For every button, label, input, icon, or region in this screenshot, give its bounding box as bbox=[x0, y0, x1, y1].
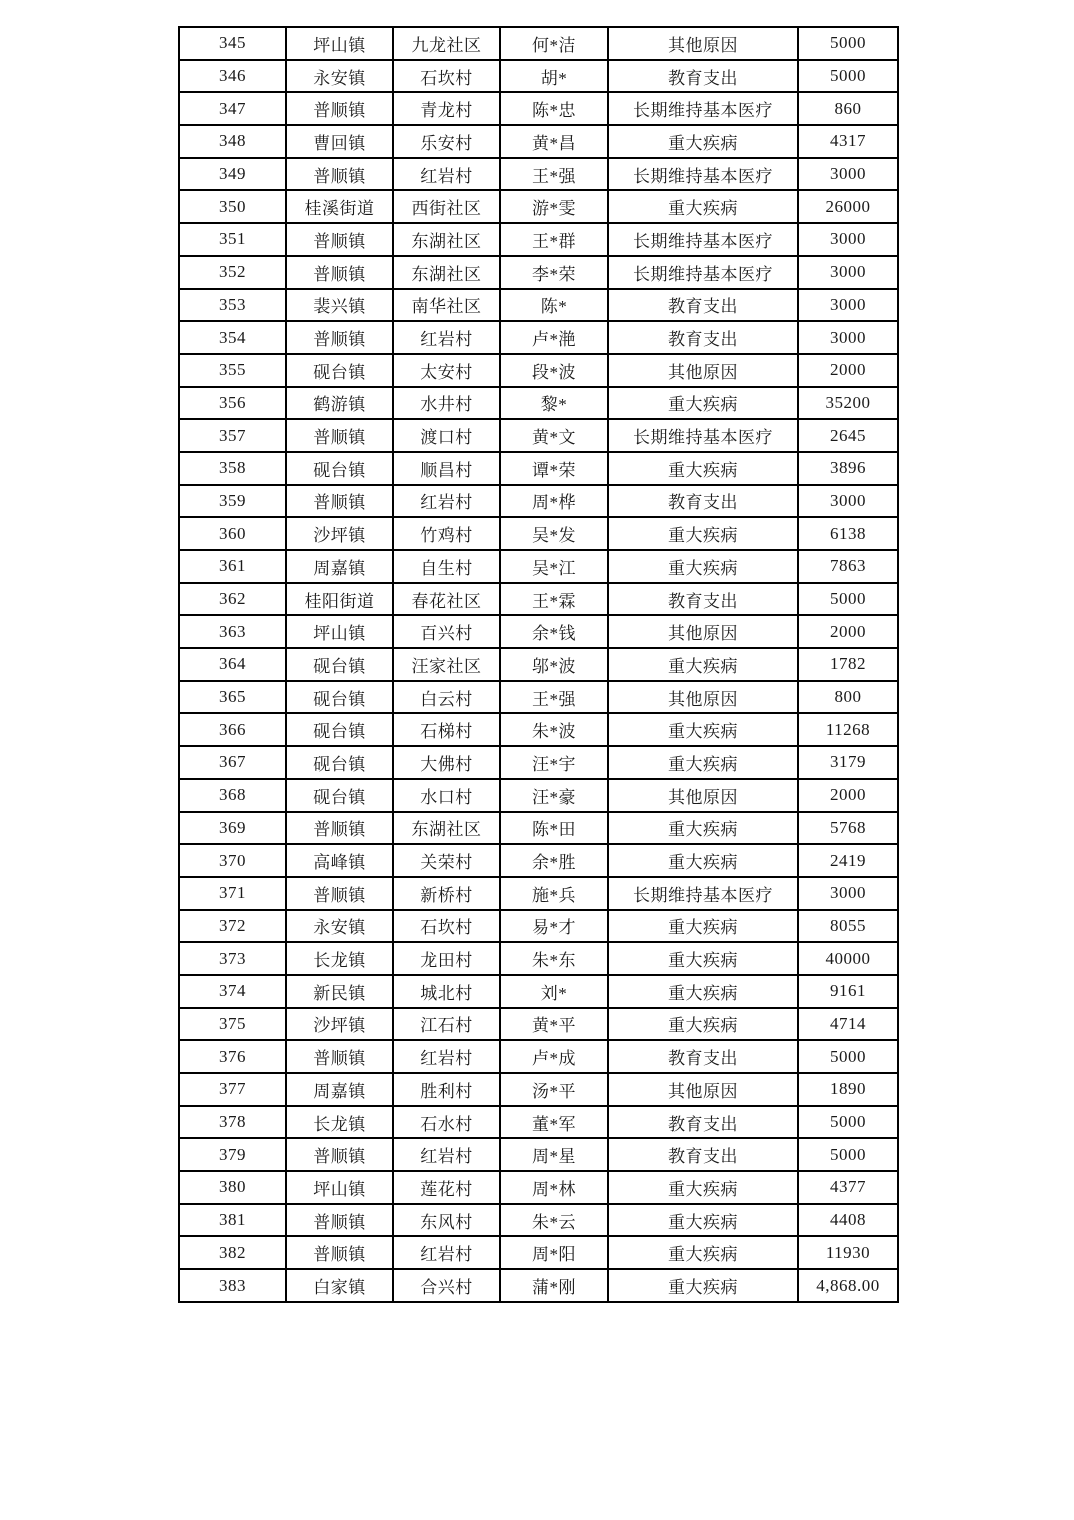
reason-cell: 重大疾病 bbox=[608, 975, 798, 1008]
amount-cell: 6138 bbox=[798, 517, 898, 550]
amount-cell: 3000 bbox=[798, 158, 898, 191]
town-cell: 长龙镇 bbox=[286, 942, 393, 975]
town-cell: 桂阳街道 bbox=[286, 583, 393, 616]
town-cell: 沙坪镇 bbox=[286, 1008, 393, 1041]
amount-cell: 5000 bbox=[798, 1138, 898, 1171]
row-index-cell: 373 bbox=[179, 942, 286, 975]
reason-cell: 重大疾病 bbox=[608, 1269, 798, 1302]
town-cell: 普顺镇 bbox=[286, 1236, 393, 1269]
amount-cell: 3000 bbox=[798, 485, 898, 518]
village-cell: 乐安村 bbox=[393, 125, 500, 158]
name-cell: 周*桦 bbox=[500, 485, 608, 518]
table-row bbox=[179, 27, 898, 60]
table-row bbox=[179, 289, 898, 322]
table-row bbox=[179, 615, 898, 648]
row-index-cell: 345 bbox=[179, 27, 286, 60]
village-cell: 红岩村 bbox=[393, 321, 500, 354]
reason-cell: 教育支出 bbox=[608, 60, 798, 93]
village-cell: 水口村 bbox=[393, 779, 500, 812]
table-row bbox=[179, 1106, 898, 1139]
town-cell: 普顺镇 bbox=[286, 485, 393, 518]
village-cell: 东湖社区 bbox=[393, 256, 500, 289]
town-cell: 周嘉镇 bbox=[286, 1073, 393, 1106]
row-index-cell: 367 bbox=[179, 746, 286, 779]
town-cell: 周嘉镇 bbox=[286, 550, 393, 583]
row-index-cell: 349 bbox=[179, 158, 286, 191]
amount-cell: 3000 bbox=[798, 289, 898, 322]
name-cell: 黄*平 bbox=[500, 1008, 608, 1041]
village-cell: 红岩村 bbox=[393, 1138, 500, 1171]
row-index-cell: 372 bbox=[179, 910, 286, 943]
amount-cell: 3000 bbox=[798, 223, 898, 256]
row-index-cell: 361 bbox=[179, 550, 286, 583]
town-cell: 永安镇 bbox=[286, 910, 393, 943]
row-index-cell: 364 bbox=[179, 648, 286, 681]
town-cell: 普顺镇 bbox=[286, 812, 393, 845]
name-cell: 蒲*刚 bbox=[500, 1269, 608, 1302]
amount-cell: 2645 bbox=[798, 419, 898, 452]
village-cell: 红岩村 bbox=[393, 1236, 500, 1269]
town-cell: 坪山镇 bbox=[286, 615, 393, 648]
name-cell: 施*兵 bbox=[500, 877, 608, 910]
village-cell: 青龙村 bbox=[393, 92, 500, 125]
name-cell: 汪*宇 bbox=[500, 746, 608, 779]
table-row bbox=[179, 975, 898, 1008]
town-cell: 普顺镇 bbox=[286, 92, 393, 125]
row-index-cell: 356 bbox=[179, 387, 286, 420]
reason-cell: 长期维持基本医疗 bbox=[608, 877, 798, 910]
reason-cell: 教育支出 bbox=[608, 1138, 798, 1171]
name-cell: 刘* bbox=[500, 975, 608, 1008]
reason-cell: 重大疾病 bbox=[608, 550, 798, 583]
table-row bbox=[179, 321, 898, 354]
table-row bbox=[179, 158, 898, 191]
village-cell: 城北村 bbox=[393, 975, 500, 1008]
name-cell: 卢*滟 bbox=[500, 321, 608, 354]
reason-cell: 长期维持基本医疗 bbox=[608, 158, 798, 191]
amount-cell: 1890 bbox=[798, 1073, 898, 1106]
reason-cell: 重大疾病 bbox=[608, 713, 798, 746]
table-row bbox=[179, 1138, 898, 1171]
row-index-cell: 357 bbox=[179, 419, 286, 452]
row-index-cell: 374 bbox=[179, 975, 286, 1008]
village-cell: 红岩村 bbox=[393, 485, 500, 518]
row-index-cell: 379 bbox=[179, 1138, 286, 1171]
village-cell: 百兴村 bbox=[393, 615, 500, 648]
row-index-cell: 378 bbox=[179, 1106, 286, 1139]
row-index-cell: 352 bbox=[179, 256, 286, 289]
amount-cell: 8055 bbox=[798, 910, 898, 943]
table-row bbox=[179, 583, 898, 616]
row-index-cell: 371 bbox=[179, 877, 286, 910]
reason-cell: 重大疾病 bbox=[608, 812, 798, 845]
reason-cell: 长期维持基本医疗 bbox=[608, 223, 798, 256]
table-row bbox=[179, 779, 898, 812]
reason-cell: 重大疾病 bbox=[608, 125, 798, 158]
row-index-cell: 353 bbox=[179, 289, 286, 322]
name-cell: 黎* bbox=[500, 387, 608, 420]
table-row bbox=[179, 387, 898, 420]
table-row bbox=[179, 256, 898, 289]
reason-cell: 教育支出 bbox=[608, 1040, 798, 1073]
amount-cell: 11268 bbox=[798, 713, 898, 746]
row-index-cell: 362 bbox=[179, 583, 286, 616]
row-index-cell: 355 bbox=[179, 354, 286, 387]
table-row bbox=[179, 844, 898, 877]
name-cell: 朱*东 bbox=[500, 942, 608, 975]
name-cell: 王*群 bbox=[500, 223, 608, 256]
reason-cell: 重大疾病 bbox=[608, 190, 798, 223]
row-index-cell: 380 bbox=[179, 1171, 286, 1204]
name-cell: 周*林 bbox=[500, 1171, 608, 1204]
reason-cell: 重大疾病 bbox=[608, 517, 798, 550]
reason-cell: 重大疾病 bbox=[608, 1008, 798, 1041]
reason-cell: 重大疾病 bbox=[608, 1171, 798, 1204]
amount-cell: 4377 bbox=[798, 1171, 898, 1204]
amount-cell: 5000 bbox=[798, 27, 898, 60]
name-cell: 董*军 bbox=[500, 1106, 608, 1139]
village-cell: 东湖社区 bbox=[393, 812, 500, 845]
name-cell: 汪*豪 bbox=[500, 779, 608, 812]
table-row bbox=[179, 452, 898, 485]
town-cell: 普顺镇 bbox=[286, 321, 393, 354]
row-index-cell: 346 bbox=[179, 60, 286, 93]
row-index-cell: 377 bbox=[179, 1073, 286, 1106]
town-cell: 砚台镇 bbox=[286, 452, 393, 485]
row-index-cell: 363 bbox=[179, 615, 286, 648]
town-cell: 普顺镇 bbox=[286, 1040, 393, 1073]
amount-cell: 5000 bbox=[798, 583, 898, 616]
town-cell: 永安镇 bbox=[286, 60, 393, 93]
village-cell: 大佛村 bbox=[393, 746, 500, 779]
town-cell: 普顺镇 bbox=[286, 877, 393, 910]
amount-cell: 4,868.00 bbox=[798, 1269, 898, 1302]
village-cell: 红岩村 bbox=[393, 158, 500, 191]
reason-cell: 其他原因 bbox=[608, 1073, 798, 1106]
amount-cell: 2000 bbox=[798, 354, 898, 387]
name-cell: 胡* bbox=[500, 60, 608, 93]
name-cell: 陈*田 bbox=[500, 812, 608, 845]
town-cell: 砚台镇 bbox=[286, 779, 393, 812]
reason-cell: 长期维持基本医疗 bbox=[608, 92, 798, 125]
village-cell: 汪家社区 bbox=[393, 648, 500, 681]
village-cell: 石坎村 bbox=[393, 60, 500, 93]
reason-cell: 教育支出 bbox=[608, 289, 798, 322]
name-cell: 何*洁 bbox=[500, 27, 608, 60]
name-cell: 卢*成 bbox=[500, 1040, 608, 1073]
amount-cell: 35200 bbox=[798, 387, 898, 420]
village-cell: 龙田村 bbox=[393, 942, 500, 975]
amount-cell: 26000 bbox=[798, 190, 898, 223]
town-cell: 长龙镇 bbox=[286, 1106, 393, 1139]
table-row bbox=[179, 746, 898, 779]
table-row bbox=[179, 354, 898, 387]
village-cell: 竹鸡村 bbox=[393, 517, 500, 550]
name-cell: 陈*忠 bbox=[500, 92, 608, 125]
town-cell: 普顺镇 bbox=[286, 1204, 393, 1237]
town-cell: 砚台镇 bbox=[286, 746, 393, 779]
name-cell: 吴*江 bbox=[500, 550, 608, 583]
subsidy-table bbox=[178, 26, 899, 1303]
table-row bbox=[179, 419, 898, 452]
row-index-cell: 358 bbox=[179, 452, 286, 485]
amount-cell: 7863 bbox=[798, 550, 898, 583]
table-row bbox=[179, 648, 898, 681]
reason-cell: 重大疾病 bbox=[608, 942, 798, 975]
reason-cell: 教育支出 bbox=[608, 583, 798, 616]
reason-cell: 重大疾病 bbox=[608, 387, 798, 420]
town-cell: 砚台镇 bbox=[286, 648, 393, 681]
name-cell: 谭*荣 bbox=[500, 452, 608, 485]
village-cell: 石坎村 bbox=[393, 910, 500, 943]
town-cell: 普顺镇 bbox=[286, 158, 393, 191]
row-index-cell: 381 bbox=[179, 1204, 286, 1237]
row-index-cell: 368 bbox=[179, 779, 286, 812]
village-cell: 东风村 bbox=[393, 1204, 500, 1237]
reason-cell: 教育支出 bbox=[608, 1106, 798, 1139]
table-row bbox=[179, 942, 898, 975]
reason-cell: 其他原因 bbox=[608, 27, 798, 60]
row-index-cell: 350 bbox=[179, 190, 286, 223]
name-cell: 邬*波 bbox=[500, 648, 608, 681]
town-cell: 高峰镇 bbox=[286, 844, 393, 877]
town-cell: 普顺镇 bbox=[286, 223, 393, 256]
row-index-cell: 351 bbox=[179, 223, 286, 256]
reason-cell: 其他原因 bbox=[608, 615, 798, 648]
name-cell: 周*阳 bbox=[500, 1236, 608, 1269]
village-cell: 新桥村 bbox=[393, 877, 500, 910]
town-cell: 曹回镇 bbox=[286, 125, 393, 158]
reason-cell: 长期维持基本医疗 bbox=[608, 256, 798, 289]
reason-cell: 长期维持基本医疗 bbox=[608, 419, 798, 452]
name-cell: 周*星 bbox=[500, 1138, 608, 1171]
amount-cell: 9161 bbox=[798, 975, 898, 1008]
village-cell: 江石村 bbox=[393, 1008, 500, 1041]
name-cell: 李*荣 bbox=[500, 256, 608, 289]
row-index-cell: 370 bbox=[179, 844, 286, 877]
table-row bbox=[179, 485, 898, 518]
row-index-cell: 366 bbox=[179, 713, 286, 746]
amount-cell: 5768 bbox=[798, 812, 898, 845]
town-cell: 桂溪街道 bbox=[286, 190, 393, 223]
reason-cell: 其他原因 bbox=[608, 354, 798, 387]
name-cell: 游*雯 bbox=[500, 190, 608, 223]
amount-cell: 11930 bbox=[798, 1236, 898, 1269]
town-cell: 砚台镇 bbox=[286, 681, 393, 714]
row-index-cell: 369 bbox=[179, 812, 286, 845]
town-cell: 新民镇 bbox=[286, 975, 393, 1008]
row-index-cell: 348 bbox=[179, 125, 286, 158]
amount-cell: 1782 bbox=[798, 648, 898, 681]
table-row bbox=[179, 1269, 898, 1302]
amount-cell: 2419 bbox=[798, 844, 898, 877]
amount-cell: 4714 bbox=[798, 1008, 898, 1041]
table-row bbox=[179, 713, 898, 746]
row-index-cell: 376 bbox=[179, 1040, 286, 1073]
amount-cell: 5000 bbox=[798, 1106, 898, 1139]
reason-cell: 重大疾病 bbox=[608, 844, 798, 877]
village-cell: 顺昌村 bbox=[393, 452, 500, 485]
village-cell: 西街社区 bbox=[393, 190, 500, 223]
amount-cell: 5000 bbox=[798, 60, 898, 93]
row-index-cell: 354 bbox=[179, 321, 286, 354]
reason-cell: 重大疾病 bbox=[608, 1204, 798, 1237]
reason-cell: 其他原因 bbox=[608, 779, 798, 812]
table-row bbox=[179, 1204, 898, 1237]
name-cell: 朱*云 bbox=[500, 1204, 608, 1237]
name-cell: 吴*发 bbox=[500, 517, 608, 550]
name-cell: 黄*昌 bbox=[500, 125, 608, 158]
name-cell: 段*波 bbox=[500, 354, 608, 387]
town-cell: 沙坪镇 bbox=[286, 517, 393, 550]
table-row bbox=[179, 1040, 898, 1073]
reason-cell: 重大疾病 bbox=[608, 910, 798, 943]
reason-cell: 其他原因 bbox=[608, 681, 798, 714]
table-row bbox=[179, 1236, 898, 1269]
row-index-cell: 359 bbox=[179, 485, 286, 518]
name-cell: 汤*平 bbox=[500, 1073, 608, 1106]
town-cell: 白家镇 bbox=[286, 1269, 393, 1302]
row-index-cell: 382 bbox=[179, 1236, 286, 1269]
amount-cell: 3179 bbox=[798, 746, 898, 779]
row-index-cell: 360 bbox=[179, 517, 286, 550]
amount-cell: 3896 bbox=[798, 452, 898, 485]
town-cell: 砚台镇 bbox=[286, 713, 393, 746]
name-cell: 王*强 bbox=[500, 681, 608, 714]
village-cell: 白云村 bbox=[393, 681, 500, 714]
name-cell: 黄*文 bbox=[500, 419, 608, 452]
village-cell: 合兴村 bbox=[393, 1269, 500, 1302]
table-row bbox=[179, 812, 898, 845]
table-row bbox=[179, 125, 898, 158]
village-cell: 东湖社区 bbox=[393, 223, 500, 256]
table-row bbox=[179, 517, 898, 550]
town-cell: 普顺镇 bbox=[286, 419, 393, 452]
amount-cell: 4317 bbox=[798, 125, 898, 158]
table-row bbox=[179, 223, 898, 256]
name-cell: 王*霖 bbox=[500, 583, 608, 616]
amount-cell: 40000 bbox=[798, 942, 898, 975]
row-index-cell: 365 bbox=[179, 681, 286, 714]
village-cell: 春花社区 bbox=[393, 583, 500, 616]
village-cell: 九龙社区 bbox=[393, 27, 500, 60]
town-cell: 砚台镇 bbox=[286, 354, 393, 387]
town-cell: 鹤游镇 bbox=[286, 387, 393, 420]
town-cell: 坪山镇 bbox=[286, 27, 393, 60]
village-cell: 胜利村 bbox=[393, 1073, 500, 1106]
reason-cell: 重大疾病 bbox=[608, 746, 798, 779]
reason-cell: 重大疾病 bbox=[608, 1236, 798, 1269]
village-cell: 渡口村 bbox=[393, 419, 500, 452]
village-cell: 石水村 bbox=[393, 1106, 500, 1139]
amount-cell: 3000 bbox=[798, 256, 898, 289]
village-cell: 南华社区 bbox=[393, 289, 500, 322]
reason-cell: 教育支出 bbox=[608, 321, 798, 354]
name-cell: 余*胜 bbox=[500, 844, 608, 877]
town-cell: 普顺镇 bbox=[286, 1138, 393, 1171]
name-cell: 陈* bbox=[500, 289, 608, 322]
table-row bbox=[179, 910, 898, 943]
reason-cell: 重大疾病 bbox=[608, 452, 798, 485]
row-index-cell: 375 bbox=[179, 1008, 286, 1041]
table-row bbox=[179, 60, 898, 93]
village-cell: 自生村 bbox=[393, 550, 500, 583]
reason-cell: 重大疾病 bbox=[608, 648, 798, 681]
table-row bbox=[179, 1073, 898, 1106]
town-cell: 坪山镇 bbox=[286, 1171, 393, 1204]
amount-cell: 5000 bbox=[798, 1040, 898, 1073]
amount-cell: 860 bbox=[798, 92, 898, 125]
village-cell: 莲花村 bbox=[393, 1171, 500, 1204]
table-row bbox=[179, 681, 898, 714]
town-cell: 裴兴镇 bbox=[286, 289, 393, 322]
village-cell: 水井村 bbox=[393, 387, 500, 420]
amount-cell: 3000 bbox=[798, 877, 898, 910]
table-row bbox=[179, 190, 898, 223]
village-cell: 太安村 bbox=[393, 354, 500, 387]
village-cell: 石梯村 bbox=[393, 713, 500, 746]
table-row bbox=[179, 550, 898, 583]
table-row bbox=[179, 1008, 898, 1041]
name-cell: 王*强 bbox=[500, 158, 608, 191]
village-cell: 红岩村 bbox=[393, 1040, 500, 1073]
row-index-cell: 347 bbox=[179, 92, 286, 125]
amount-cell: 2000 bbox=[798, 615, 898, 648]
name-cell: 朱*波 bbox=[500, 713, 608, 746]
amount-cell: 2000 bbox=[798, 779, 898, 812]
amount-cell: 800 bbox=[798, 681, 898, 714]
amount-cell: 4408 bbox=[798, 1204, 898, 1237]
town-cell: 普顺镇 bbox=[286, 256, 393, 289]
reason-cell: 教育支出 bbox=[608, 485, 798, 518]
name-cell: 易*才 bbox=[500, 910, 608, 943]
table-row bbox=[179, 92, 898, 125]
name-cell: 余*钱 bbox=[500, 615, 608, 648]
table-row bbox=[179, 1171, 898, 1204]
amount-cell: 3000 bbox=[798, 321, 898, 354]
row-index-cell: 383 bbox=[179, 1269, 286, 1302]
table-row bbox=[179, 877, 898, 910]
village-cell: 关荣村 bbox=[393, 844, 500, 877]
subsidy-table-body bbox=[179, 27, 898, 1302]
